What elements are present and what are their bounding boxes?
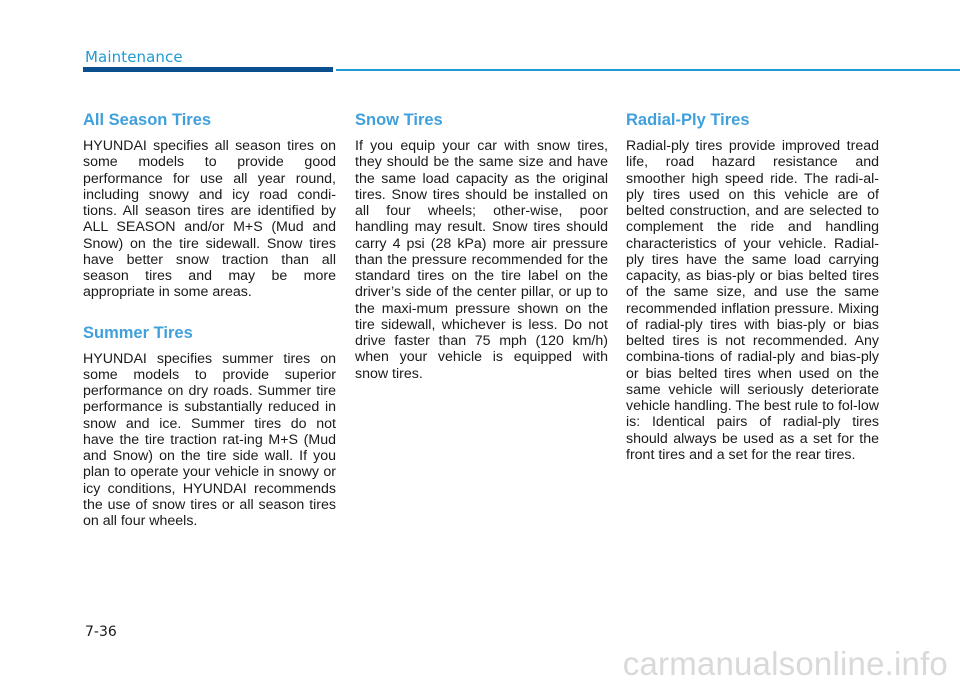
section-header: Maintenance [85,48,183,66]
column-1 [83,109,336,544]
radial-ply-tires-body: Radial-ply tires provide improved tread life, road hazard resistance and smoother high speed ride. The radi-al-ply tires used on this vehicle are of belted construction, and are selected to complement the ride and handling characteristics of your vehicle. Radial-ply tires have the same load carrying capacity, as bias-ply or bias belted tires of the same size, and use the same recommended inflation pressure. Mixing of radial-ply tires with bias-ply or bias belted tires is not recommended. Any combina-tions of radial-ply and bias-ply or bias belted tires when used on the same vehicle will seriously deteriorate vehicle handling. The best rule to fol-low is: Identical pairs of radial-ply tires should always be used as a set for the front tires and a set for the rear tires. [626,138,879,463]
radial-ply-tires-heading: Radial-Ply Tires [626,111,750,129]
header-rule-thin [336,69,960,71]
summer-tires-body: HYUNDAI specifies summer tires on some models to provide superior performance on dry roads. Summer tire performance is substantially reduced in snow and ice. Summer tires do not have the tire traction rat-ing M+S (Mud and Snow) on the tire side wall. If you plan to operate your vehicle in snowy or icy conditions, HYUNDAI recommends the use of snow tires or all season tires on all four wheels. [83,350,336,529]
page-number: 7-36 [85,624,117,640]
snow-tires-heading: Snow Tires [355,111,443,129]
all-season-tires-body: HYUNDAI specifies all season tires on some models to provide good performance for use all year round, including snowy and icy road condi-tions. All season tires are identified by ALL SEASON and/or M+S (Mud and Snow) on the tire sidewall. Snow tires have better snow traction than all season tires and may be more appropriate in some areas. [83,138,336,301]
column-3 [626,109,879,478]
all-season-tires-heading: All Season Tires [83,111,212,129]
summer-tires-heading: Summer Tires [83,323,193,342]
column-2 [355,109,608,397]
header-rule-thick [83,67,333,72]
watermark: carmanualsonline.info [622,645,948,682]
snow-tires-body: If you equip your car with snow tires, they should be the same size and have the same load capacity as the original tires. Snow tires should be installed on all four wheels; other-wise, poor handling may result. Snow tires should carry 4 psi (28 kPa) more air pressure than the pressure recommended for the standard tires on the tire label on the driver’s side of the center pillar, or up to the maxi-mum pressure shown on the tire sidewall, whichever is less. Do not drive faster than 75 mph (120 km/h) when your vehicle is equipped with snow tires. [355,138,608,382]
